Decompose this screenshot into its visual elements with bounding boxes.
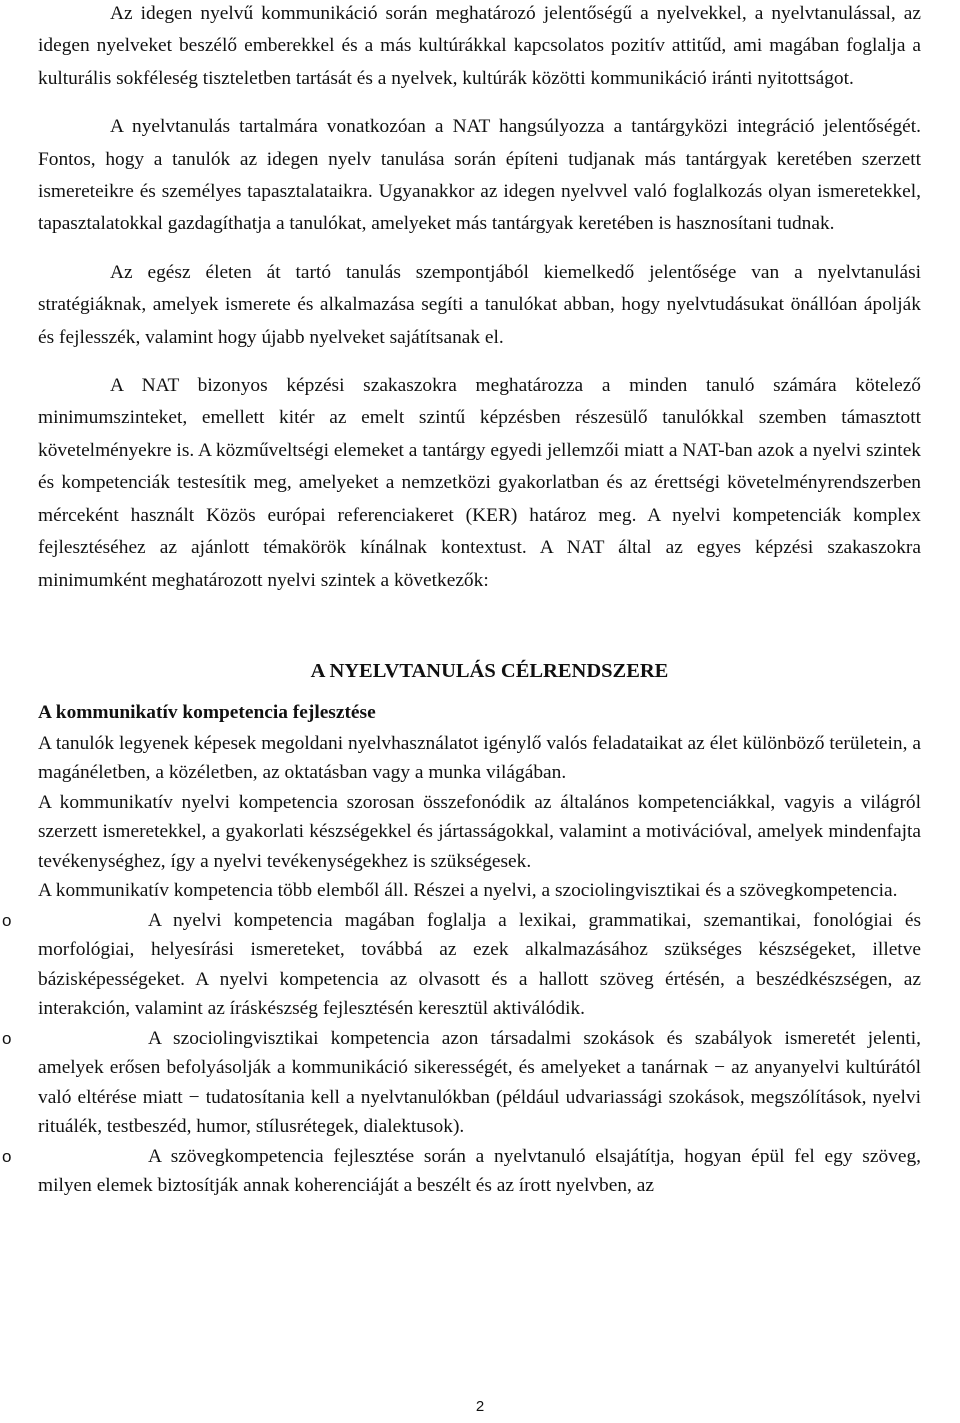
list-item-text-competence — [2, 1142, 921, 1201]
section-body — [2, 697, 921, 1201]
paragraph-nat-levels: A NAT bizonyos képzési szakaszokra meghatározza a minden tanuló számára kötelező minimumszinteket, emellett kitér az emelt szintű képzésben részesülő tanulókkal szemben támasztott követelményekre is. A közműveltségi elemeket a tantárgy egyedi jellemzői miatt a NAT-ban azok a nyelvi szintek és kompetenciák testesítik meg, amelyeket a nemzetközi gyakorlatban és az érettségi követelményrendszerben mérceként használt Közös európai referenciakeret (KER) határoz meg. A nyelvi kompetenciák komplex fejlesztéséhez az ajánlott témakörök kínálnak kontextust. A NAT által az egyes képzési szakaszokra minimumként meghatározott nyelvi szintek a következők: — [38, 375, 921, 591]
paragraph-integration: A nyelvtanulás tartalmára vonatkozóan a NAT hangsúlyozza a tantárgyközi integráció jelentőségét. Fontos, hogy a tanulók az idegen nyelv tanulása során építeni tudjanak más tantárgyak keretében szerzett ismereteikre és személyes tapasztalataikra. Ugyanakkor az idegen nyelvvel való foglalkozás olyan ismeretekkel, tapasztalatokkal gazdagíthatja a tanulókat, amelyeket más tantárgyak keretében is hasznosítani tudnak. — [38, 116, 921, 235]
bullet-marker: o — [2, 1028, 12, 1048]
paragraph-lifelong-learning: Az egész életen át tartó tanulás szempontjából kiemelkedő jelentősége van a nyelvtanulási stratégiáknak, amelyek ismerete és alkalmazása segíti a tanulókat abban, hogy nyelvtudásukat önállóan ápolják és fejlesszék, valamint hogy újabb nyelveket sajátítsanak el. — [38, 261, 921, 348]
section-paragraph: A tanulók legyenek képesek megoldani nyelvhasználatot igénylő valós feladataikat az élet különböző területein, a magánéletben, a közéletben, az oktatásban vagy a munka világában. — [38, 732, 921, 784]
bullet-marker: o — [2, 910, 12, 930]
list-item-text: A szociolingvisztikai kompetencia azon társadalmi szokások és szabályok ismeretét jelenti, amelyek erősen befolyásolják a kommunikáció sikerességét, és amelyeket a tanárnak − az anyanyelvi kultúrától való eltérése miatt − tudatosítania kell a nyelvtanulókban (például udvariassági szokások, megszólítások, nyelvi rituálék, testbeszéd, humor, stílusrétegek, dialektusok). — [38, 1027, 921, 1138]
section-paragraph: A kommunikatív kompetencia több elemből áll. Részei a nyelvi, a szociolingvisztikai és a szövegkompetencia. — [38, 880, 898, 902]
paragraph-attitude: Az idegen nyelvű kommunikáció során meghatározó jelentőségű a nyelvekkel, a nyelvtanulással, az idegen nyelveket beszélő emberekkel és a más kultúrákkal kapcsolatos pozitív attitűd, ami magában foglalja a kulturális sokféleség tiszteletben tartását és a nyelvek, kultúrák közötti kommunikáció iránti nyitottságot. — [38, 3, 921, 89]
bullet-marker: o — [2, 1146, 12, 1166]
page-number: 2 — [475, 1398, 485, 1415]
list-item-linguistic — [2, 906, 921, 1024]
list-item-text: A szövegkompetencia fejlesztése során a nyelvtanuló elsajátítja, hogyan épül fel egy szöveg, milyen elemek biztosítják annak koherenciáját a beszélt és az írott nyelvben, az — [38, 1145, 921, 1197]
subheading: A kommunikatív kompetencia fejlesztése — [38, 701, 376, 723]
section-paragraph: A kommunikatív nyelvi kompetencia szorosan összefonódik az általános kompetenciákkal, vagyis a világról szerzett ismeretekkel, a gyakorlati készségekkel és jártasságokkal, valamint a motivációval, amelyek mindenfajta tevékenységhez, így a nyelvi tevékenységekhez is szükségesek. — [38, 791, 921, 872]
section-heading: A NYELVTANULÁS CÉLRENDSZERE — [310, 659, 669, 682]
list-item-text: A nyelvi kompetencia magában foglalja a lexikai, grammatikai, szemantikai, fonológiai és morfológiai, helyesírási ismereteket, továbbá az ezek alkalmazásához szükséges készségeket, illetve bázisképességeket. A nyelvi kompetencia az olvasott és a hallott szöveg értésén, a beszédkészségen, az interakción, valamint az íráskészség fejlesztésén keresztül aktiválódik. — [38, 909, 921, 1020]
list-item-sociolinguistic — [2, 1024, 921, 1142]
